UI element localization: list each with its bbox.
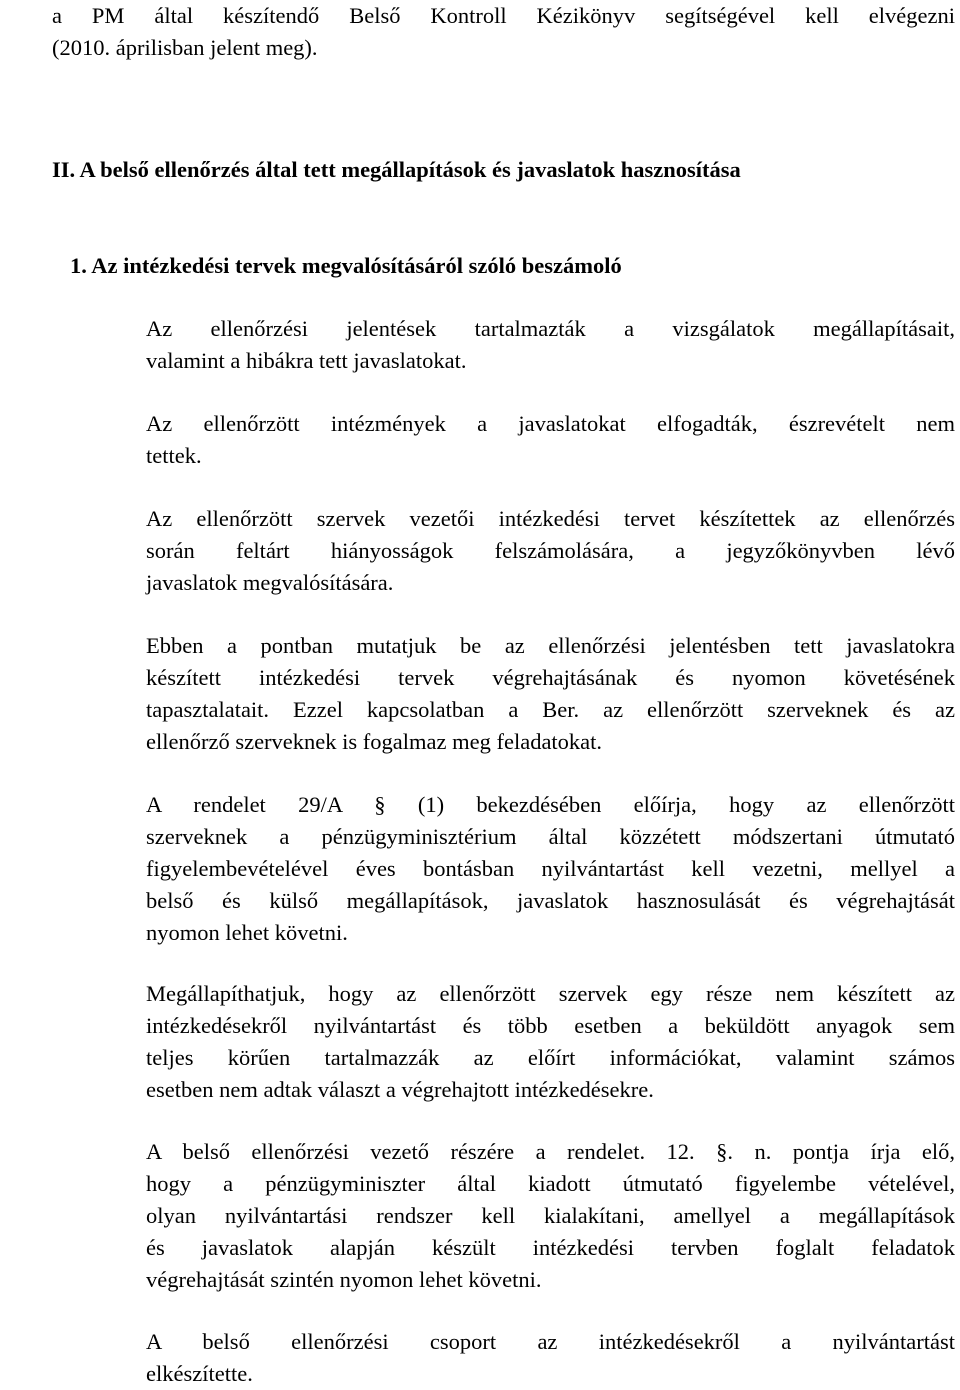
section-title: II. A belső ellenőrzés által tett megállapítások és javaslatok hasznosítása [52,157,741,182]
text-line: Az ellenőrzési jelentések tartalmazták a vizsgálatok megállapításait, [146,316,955,341]
subsection-title: 1. Az intézkedési tervek megvalósításáról szóló beszámoló [70,253,622,278]
section-heading [52,154,741,186]
paragraph [146,978,955,1106]
text-line: A belső ellenőrzési vezető részére a rendelet. 12. §. n. pontja írja elő, [146,1139,955,1164]
paragraph [146,503,955,599]
subsection-heading [70,250,622,282]
text-line: tapasztalatait. Ezzel kapcsolatban a Ber. az ellenőrzött szerveknek és az [146,697,955,722]
paragraph [146,1326,955,1390]
text-line: Ebben a pontban mutatjuk be az ellenőrzési jelentésben tett javaslatokra [146,633,955,658]
text-line: nyomon lehet követni. [146,920,348,945]
text-line: végrehajtását szintén nyomon lehet követni. [146,1267,542,1292]
paragraph [146,408,955,472]
text-line: figyelembevételével éves bontásban nyilvántartást kell vezetni, mellyel a [146,856,955,881]
text-line: intézkedésekről nyilvántartást és több esetben a beküldött anyagok sem [146,1013,955,1038]
text-line: során feltárt hiányosságok felszámolására, a jegyzőkönyvben lévő [146,538,955,563]
text-line: Az ellenőrzött szervek vezetői intézkedési tervet készítettek az ellenőrzés [146,506,955,531]
text-line: elkészítette. [146,1361,253,1386]
text-line: és javaslatok alapján készült intézkedési tervben foglalt feladatok [146,1235,955,1260]
paragraph [146,789,955,949]
text-line: Az ellenőrzött intézmények a javaslatokat elfogadták, észrevételt nem [146,411,955,436]
paragraph [146,313,955,377]
intro-paragraph [52,0,955,64]
paragraph [146,630,955,758]
paragraph [146,1136,955,1296]
text-line: a PM által készítendő Belső Kontroll Kézikönyv segítségével kell elvégezni [52,3,955,28]
text-line: javaslatok megvalósítására. [146,570,394,595]
text-line: (2010. áprilisban jelent meg). [52,35,318,60]
text-line: belső és külső megállapítások, javaslatok hasznosulását és végrehajtását [146,888,955,913]
text-line: A belső ellenőrzési csoport az intézkedésekről a nyilvántartást [146,1329,955,1354]
text-line: esetben nem adtak választ a végrehajtott intézkedésekre. [146,1077,654,1102]
text-line: A rendelet 29/A § (1) bekezdésében előírja, hogy az ellenőrzött [146,792,955,817]
text-line: tettek. [146,443,202,468]
text-line: teljes körűen tartalmazzák az előírt információkat, valamint számos [146,1045,955,1070]
text-line: készített intézkedési tervek végrehajtásának és nyomon követésének [146,665,955,690]
text-line: valamint a hibákra tett javaslatokat. [146,348,467,373]
text-line: ellenőrző szerveknek is fogalmaz meg feladatokat. [146,729,603,754]
text-line: szerveknek a pénzügyminisztérium által közzétett módszertani útmutató [146,824,955,849]
text-line: hogy a pénzügyminiszter által kiadott útmutató figyelembe vételével, [146,1171,955,1196]
text-line: olyan nyilvántartási rendszer kell kialakítani, amellyel a megállapítások [146,1203,955,1228]
text-line: Megállapíthatjuk, hogy az ellenőrzött szervek egy része nem készített az [146,981,955,1006]
